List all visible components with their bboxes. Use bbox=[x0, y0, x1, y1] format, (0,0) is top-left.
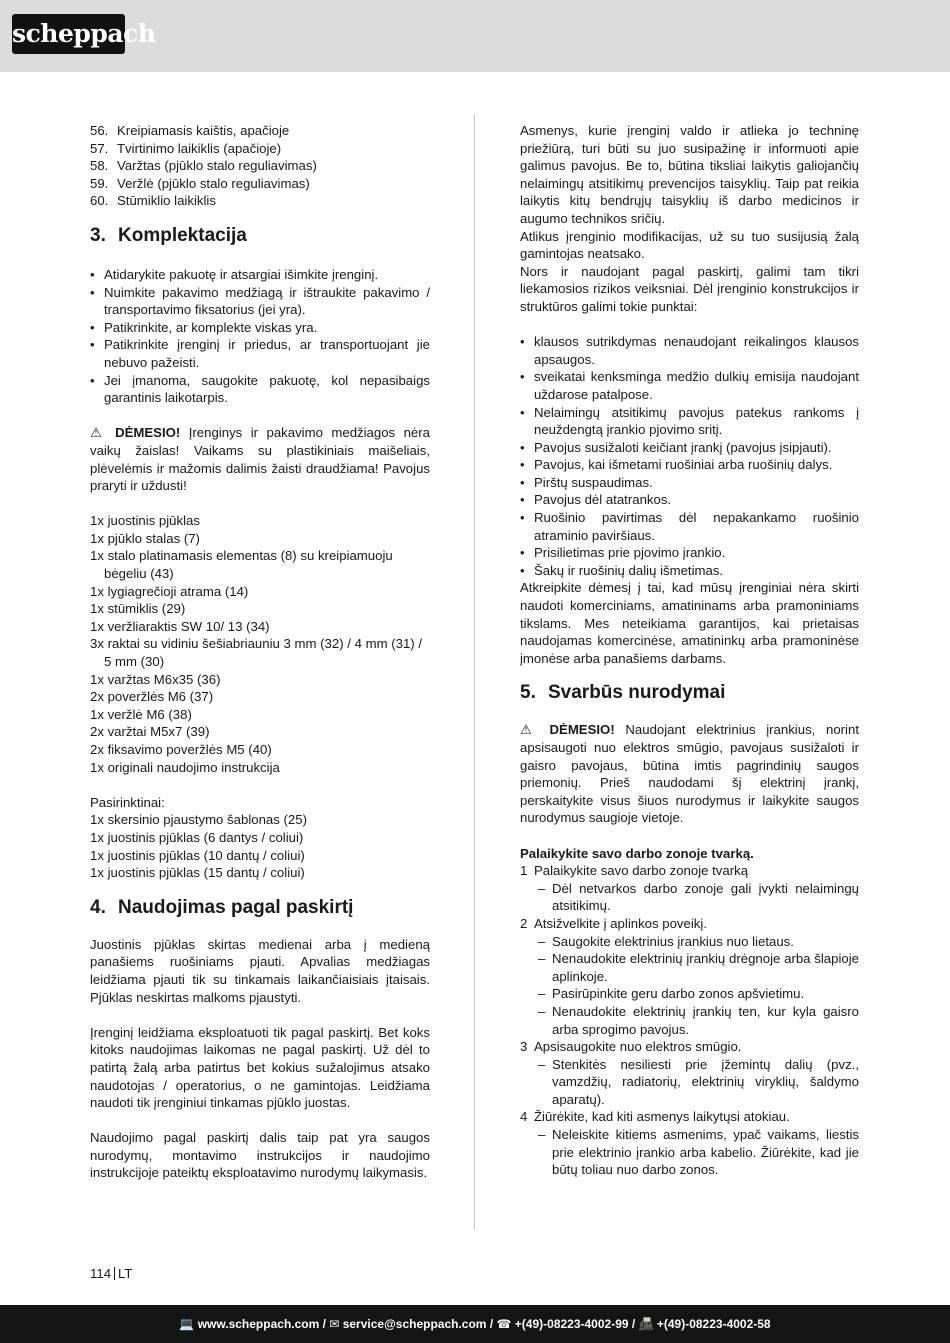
list-item: 4 Žiūrėkite, kad kiti asmenys laikytųsi atokiau. bbox=[520, 1109, 790, 1125]
parts-list bbox=[90, 122, 430, 210]
list-item: • Pavojus dėl atatrankos. bbox=[520, 492, 672, 508]
email-link[interactable]: service@scheppach.com bbox=[342, 1317, 487, 1331]
list-item: • Šakų ir ruošinių dalių išmetimas. bbox=[520, 562, 724, 578]
instructions-list bbox=[520, 862, 859, 1179]
left-column bbox=[90, 122, 430, 1182]
page-number: 114 LT bbox=[90, 1266, 133, 1281]
list-item: 2x poveržlės M6 (37) bbox=[90, 689, 214, 705]
contents-list bbox=[90, 512, 430, 776]
list-item: 2x varžtai M5x7 (39) bbox=[90, 724, 210, 740]
list-item: 1x veržlė M6 (38) bbox=[90, 706, 192, 722]
fax-icon: 📠 bbox=[638, 1317, 654, 1331]
header-bar bbox=[0, 0, 950, 72]
list-item: • Pavojus susižaloti keičiant įrankį (pavojus įsipjauti). bbox=[520, 439, 832, 455]
section-heading-5: 5. Svarbūs nurodymai bbox=[520, 682, 726, 704]
list-item: 1x juostinis pjūklas (6 dantys / coliui) bbox=[90, 829, 304, 845]
paragraph: Įrenginį leidžiama eksploatuoti tik pagal paskirtį. Bet koks kitoks naudojimas laikomas ne pagal paskirtį. Už dėl to patirtą žalą arba patirtus bet kokius sužalojimus atsako naudotojas / operatorius, o ne gamintojas. Leidžiama naudoti tik įrenginiui tinkamas pjūklo juostas. bbox=[90, 1024, 430, 1111]
warning-paragraph: ⚠ DĖMESIO! Įrenginys ir pakavimo medžiagos nėra vaikų žaislas! Vaikams su plastikiniais maišeliais, plėvelėmis ir mažomis dalimis žaisti draudžiama! Pavojus praryti ir uždusti! bbox=[90, 425, 430, 494]
subheading: Palaikykite savo darbo zonoje tvarką. bbox=[520, 845, 754, 861]
list-item: 59. Veržlė (pjūklo stalo reguliavimas) bbox=[90, 175, 310, 191]
list-item: 1x lygiagrečioji atrama (14) bbox=[90, 583, 249, 599]
scope-bullets bbox=[90, 266, 430, 407]
phone-number: +(49)-08223-4002-99 bbox=[514, 1317, 629, 1331]
list-item: • klausos sutrikdymas nenaudojant reikalingos klausos apsaugos. bbox=[520, 334, 859, 367]
list-item: • Patikrinkite įrenginį ir priedus, ar transportuojant jie nebuvo pažeisti. bbox=[90, 337, 430, 370]
section-heading-4: 4. Naudojimas pagal paskirtį bbox=[90, 896, 354, 918]
paragraph: Atlikus įrenginio modifikacijas, už su tuo susijusią žalą gamintojas neatsako. bbox=[520, 228, 859, 262]
section-heading-3: 3. Komplektacija bbox=[90, 224, 247, 246]
list-item: • Patikrinkite, ar komplekte viskas yra. bbox=[90, 319, 318, 335]
list-item: 60. Stūmiklio laikiklis bbox=[90, 193, 216, 209]
fax-number: +(49)-08223-4002-58 bbox=[656, 1317, 771, 1331]
sub-item: – Pasirūpinkite geru darbo zonos apšvietimu. bbox=[538, 986, 805, 1002]
optional-title: Pasirinktinai: bbox=[90, 794, 165, 810]
computer-icon: 💻 bbox=[179, 1317, 195, 1331]
list-item: 1x juostinis pjūklas (10 dantų / coliui) bbox=[90, 847, 305, 863]
list-item: 1x veržliaraktis SW 10/ 13 (34) bbox=[90, 618, 270, 634]
list-item: 3x raktai su vidiniu šešiabriauniu 3 mm (32) / 4 mm (31) / 5 mm (30) bbox=[90, 636, 423, 670]
list-item: 1x stūmiklis (29) bbox=[90, 601, 186, 617]
list-item: • Jei įmanoma, saugokite pakuotę, kol nepasibaigs garantinis laikotarpis. bbox=[90, 372, 430, 406]
list-item: 1x juostinis pjūklas (15 dantų / coliui) bbox=[90, 865, 305, 881]
list-item: 1x juostinis pjūklas bbox=[90, 513, 200, 529]
paragraph: Juostinis pjūklas skirtas medienai arba į medieną panašiems ruošiniams pjauti. Apvalias medžiagas leidžiama pjauti tik su tinkamais laikančiaisiais įtaisais. Pjūklas neskirtas malkoms pjaustyti. bbox=[90, 936, 430, 1005]
risk-list bbox=[520, 333, 859, 579]
list-item: 57. Tvirtinimo laikiklis (apačioje) bbox=[90, 140, 282, 156]
list-item: • Nuimkite pakavimo medžiagą ir ištraukite pakavimo / transportavimo fiksatorius (jei yra). bbox=[90, 284, 430, 318]
list-item: • Pirštų suspaudimas. bbox=[520, 474, 653, 490]
list-item: 3 Apsisaugokite nuo elektros smūgio. bbox=[520, 1039, 742, 1055]
list-item: 2x fiksavimo poveržlės M5 (40) bbox=[90, 742, 272, 757]
warning-label: DĖMESIO! bbox=[115, 425, 181, 441]
sub-item: – Neleiskite kitiems asmenims, ypač vaikams, liestis prie elektrinio įrankio arba kabelio. Žiūrėkite, kad jie būtų toliau nuo darbo zonos. bbox=[538, 1127, 859, 1178]
list-item: • Ruošinio pavirtimas dėl nepakankamo ruošinio atraminio paviršiaus. bbox=[520, 510, 859, 543]
list-item: 1x originali naudojimo instrukcija bbox=[90, 759, 280, 775]
sub-item: – Nenaudokite elektrinių įrankių ten, kur kyla gaisro arba sprogimo pavojus. bbox=[538, 1003, 859, 1037]
paragraph: Atkreipkite dėmesį į tai, kad mūsų įrenginiai nėra skirti naudoti komerciniams, amatininams arba pramoniniams tikslams. Mes neteikiama garantijos, kai prietaisas naudojamas komercinėse, amatininkų arba pramoninėse įmonėse arba panašiems darbams. bbox=[520, 580, 859, 666]
column-divider bbox=[474, 114, 475, 1230]
list-item: 1x skersinio pjaustymo šablonas (25) bbox=[90, 812, 307, 828]
paragraph: Naudojimo pagal paskirtį dalis taip pat yra saugos nurodymų, montavimo instrukcijos ir naudojimo instrukcijoje pateiktų eksploatavimo nurodymų laikymasis. bbox=[90, 1130, 430, 1181]
list-item: 56. Kreipiamasis kaištis, apačioje bbox=[90, 123, 290, 138]
list-item: 1x pjūklo stalas (7) bbox=[90, 530, 200, 546]
warning-label: DĖMESIO! bbox=[549, 722, 615, 738]
list-item: 1x stalo platinamasis elementas (8) su kreipiamuoju bėgeliu (43) bbox=[90, 548, 393, 582]
list-item: • sveikatai kenksminga medžio dulkių emisija naudojant uždarose patalpose. bbox=[520, 369, 859, 402]
phone-icon: ☎ bbox=[496, 1317, 512, 1331]
paragraph: Nors ir naudojant pagal paskirtį, galimi tam tikri liekamosios rizikos veiksniai. Dėl įrenginio konstrukcijos ir struktūros galimi tokie punktai: bbox=[520, 263, 859, 314]
footer-bar: 💻 www.scheppach.com / ✉ service@scheppach.com / ☎ +(49)-08223-4002-99 / 📠 +(49)-08223-4002-58 bbox=[0, 1305, 950, 1343]
sub-item: – Stenkitės nesiliesti prie įžemintų dalių (pvz., vamzdžių, radiatorių, elektrinių viryklių, šaldymo aparatų). bbox=[538, 1056, 859, 1107]
list-item: • Pavojus, kai išmetami ruošiniai arba ruošinių dalys. bbox=[520, 457, 833, 473]
warning-paragraph: ⚠ DĖMESIO! Naudojant elektrinius įrankius, norint apsisaugoti nuo elektros smūgio, pavojaus susižaloti ir gaisro pavojaus, būtina imtis pagrindinių saugos priemonių. Prieš naudodami šį elektrinį įrankį, perskaitykite visus šiuos nurodymus ir laikykite saugos nurodymus saugioje vietoje. bbox=[520, 722, 859, 826]
list-item: • Prisilietimas prie pjovimo įrankio. bbox=[520, 545, 726, 561]
optional-list bbox=[90, 811, 430, 881]
sub-item: – Nenaudokite elektrinių įrankių drėgnoje arba šlapioje aplinkoje. bbox=[538, 951, 859, 984]
sub-item: – Dėl netvarkos darbo zonoje gali įvykti nelaimingų atsitikimų. bbox=[538, 880, 859, 914]
list-item: 58. Varžtas (pjūklo stalo reguliavimas) bbox=[90, 158, 317, 174]
website-link[interactable]: www.scheppach.com bbox=[197, 1317, 320, 1331]
sub-item: – Saugokite elektrinius įrankius nuo lietaus. bbox=[538, 933, 794, 949]
mail-icon: ✉ bbox=[329, 1317, 340, 1331]
right-column bbox=[520, 122, 859, 1179]
warning-icon: ⚠ bbox=[520, 722, 539, 738]
list-item: 1x varžtas M6x35 (36) bbox=[90, 671, 221, 687]
warning-icon: ⚠ bbox=[90, 425, 107, 441]
list-item: • Atidarykite pakuotę ir atsargiai išimkite įrenginį. bbox=[90, 266, 379, 282]
brand-logo: scheppach bbox=[12, 14, 125, 54]
list-item: 2 Atsižvelkite į aplinkos poveikį. bbox=[520, 915, 707, 931]
paragraph: Asmenys, kurie įrenginį valdo ir atlieka jo techninę priežiūrą, turi būti su juo susipažinę ir informuoti apie galimus pavojus. Be to, būtina tiksliai laikytis galiojančių nelaimingų atsitikimų prevencijos taisyklių. Taip pat reikia laikytis kitų bendrųjų taisyklių iš darbo medicinos ir augumo technikos sričių. bbox=[520, 123, 859, 226]
list-item: 1 Palaikykite savo darbo zonoje tvarką bbox=[520, 863, 749, 879]
list-item: • Nelaimingų atsitikimų pavojus patekus rankoms į neuždengtą įrankio pjovimo sritį. bbox=[520, 404, 859, 438]
